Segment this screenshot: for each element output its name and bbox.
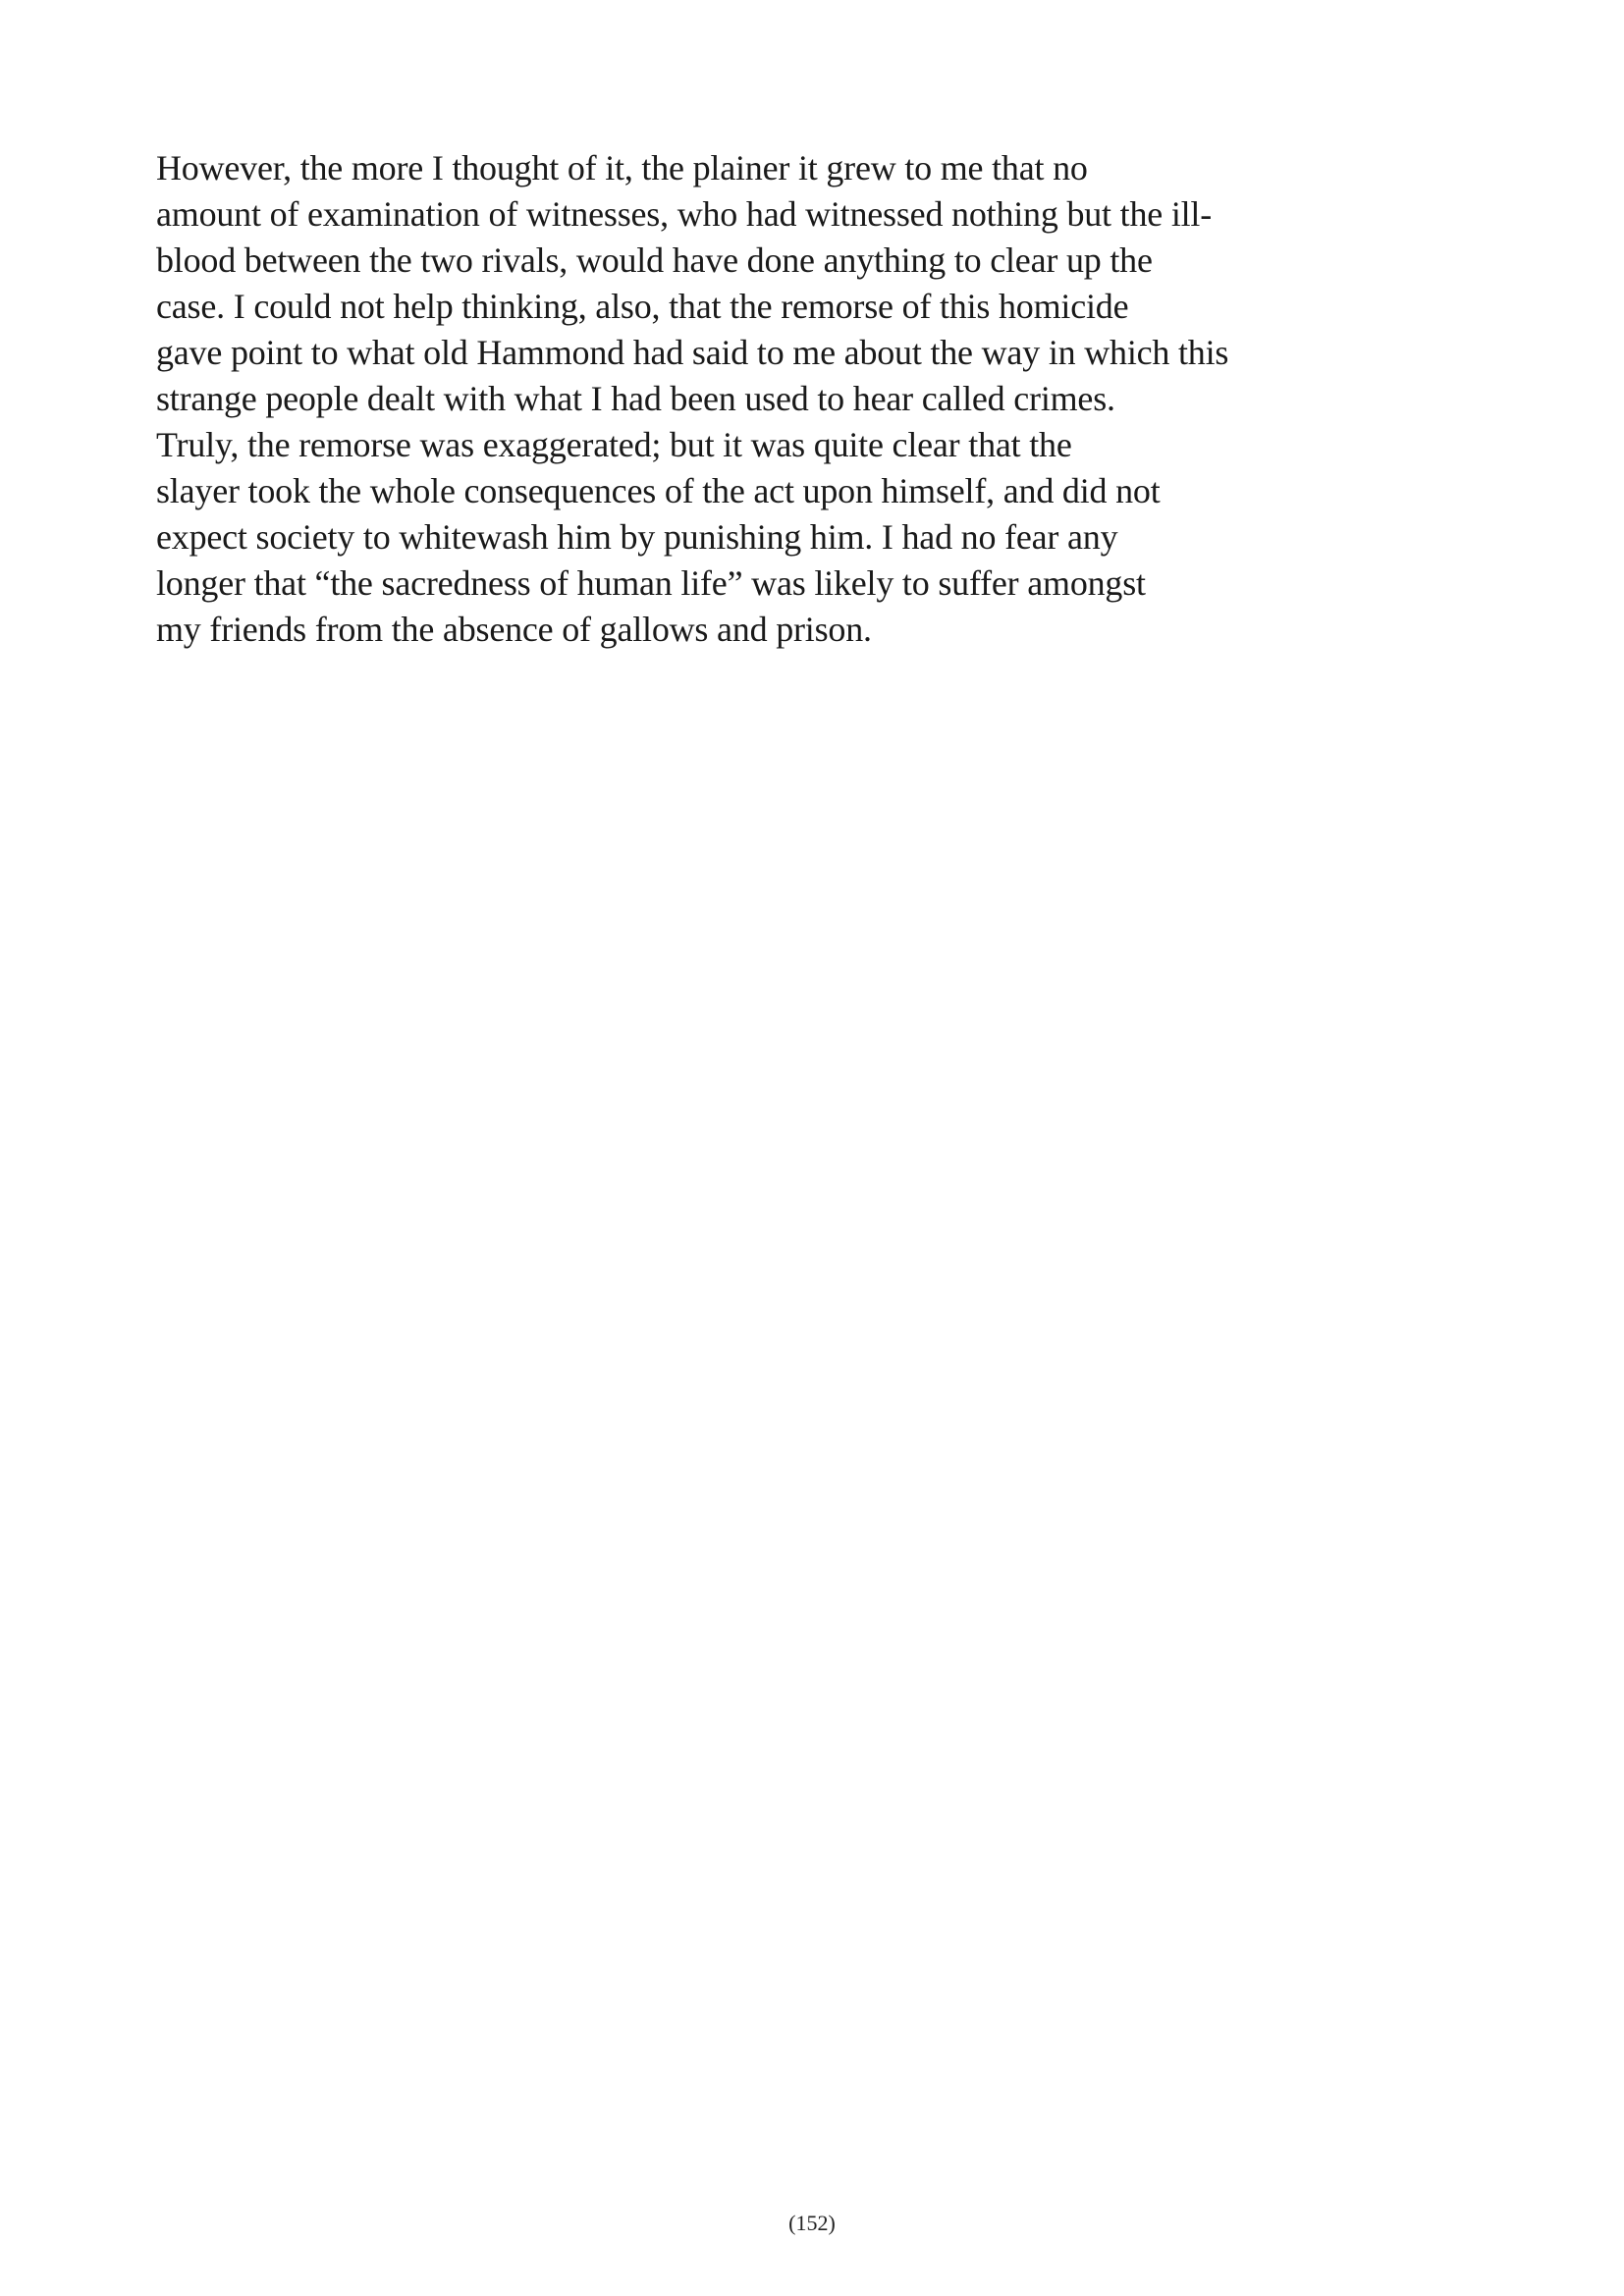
paragraph-line: Truly, the remorse was exaggerated; but it was quite clear that the <box>156 425 1072 464</box>
paragraph-line: my friends from the absence of gallows and prison. <box>156 610 872 649</box>
paragraph-line: However, the more I thought of it, the plainer it grew to me that no <box>156 148 1088 187</box>
page-number: (152) <box>788 2211 836 2235</box>
paragraph-line: gave point to what old Hammond had said to me about the way in which this <box>156 333 1229 372</box>
paragraph-line: slayer took the whole consequences of the act upon himself, and did not <box>156 471 1161 510</box>
paragraph-line: longer that “the sacredness of human life” was likely to suffer amongst <box>156 563 1146 603</box>
paragraph-line: blood between the two rivals, would have done anything to clear up the <box>156 240 1153 280</box>
paragraph-line: amount of examination of witnesses, who had witnessed nothing but the ill- <box>156 194 1213 234</box>
paragraph-line: expect society to whitewash him by punishing him. I had no fear any <box>156 517 1118 557</box>
body-paragraph <box>156 145 1383 653</box>
paragraph-line: strange people dealt with what I had been used to hear called crimes. <box>156 379 1115 418</box>
paragraph-line: case. I could not help thinking, also, that the remorse of this homicide <box>156 287 1129 326</box>
